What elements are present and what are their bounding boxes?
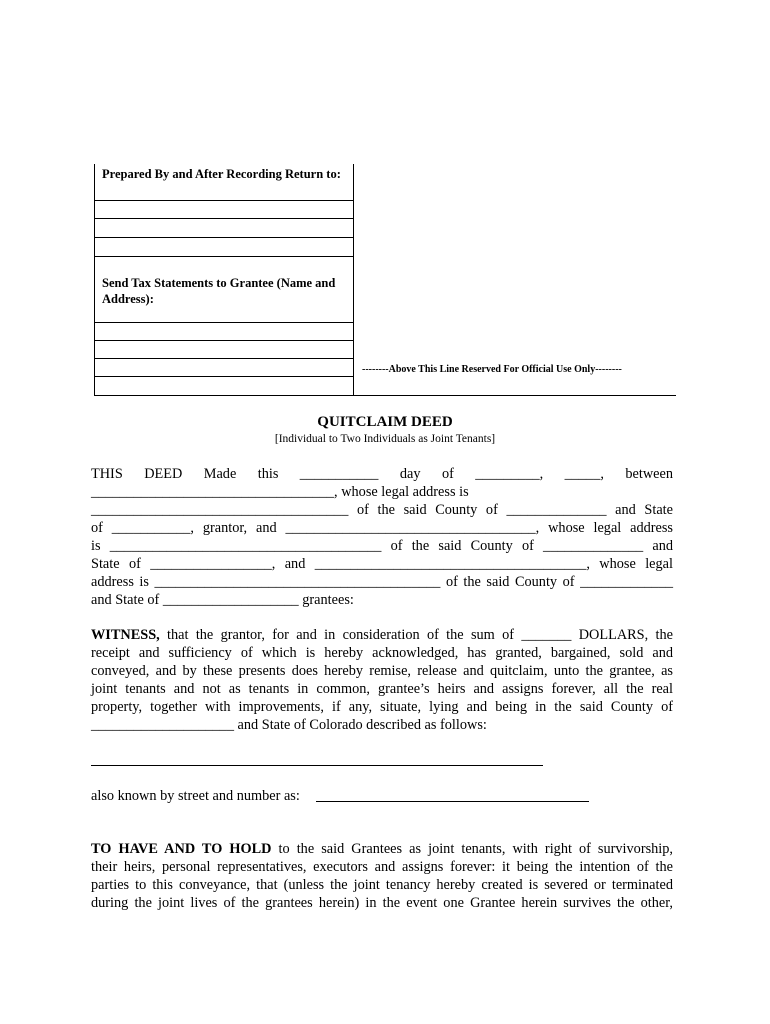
deed-line-3: ____________________________________ of the said County of ______________ and State bbox=[91, 502, 673, 518]
official-use-notice: --------Above This Line Reserved For Official Use Only-------- bbox=[362, 364, 622, 375]
return-address-line-2[interactable] bbox=[95, 218, 353, 219]
tax-address-line-1[interactable] bbox=[95, 322, 353, 323]
deed-line-6: State of _________________, and ______________________________________, whose legal bbox=[91, 556, 673, 572]
witness-line-5: property, together with improvements, if any, situate, lying and being in the said County of bbox=[91, 699, 673, 715]
witness-line-4: joint tenants and not as tenants in common, grantee’s heirs and assigns forever, all the real bbox=[91, 681, 673, 697]
street-address-line[interactable] bbox=[316, 801, 589, 802]
deed-line-1: THIS DEED Made this ___________ day of _________, _____, between bbox=[91, 466, 673, 482]
deed-line-2: __________________________________, whose legal address is bbox=[91, 484, 469, 500]
witness-line-3: conveyed, and by these presents does hereby remise, release and quitclaim, unto the grantee, as bbox=[91, 663, 673, 679]
deed-line-7: address is ________________________________________ of the said County of _____________ bbox=[91, 574, 673, 590]
witness-line-1 bbox=[91, 626, 673, 644]
return-address-line-1[interactable] bbox=[95, 200, 353, 201]
prepared-by-label: Prepared By and After Recording Return to: bbox=[102, 167, 341, 181]
deed-title: QUITCLAIM DEED bbox=[317, 414, 453, 430]
send-tax-label: Send Tax Statements to Grantee (Name and Address): bbox=[102, 276, 336, 306]
street-address-label: also known by street and number as: bbox=[91, 788, 300, 804]
tax-address-line-2[interactable] bbox=[95, 340, 353, 341]
witness-heading: WITNESS, bbox=[91, 627, 160, 643]
deed-line-5: is ______________________________________ of the said County of ______________ and bbox=[91, 538, 673, 554]
tax-address-line-3[interactable] bbox=[95, 358, 353, 359]
deed-subtitle: [Individual to Two Individuals as Joint Tenants] bbox=[274, 433, 496, 445]
habendum-line-1-text: to the said Grantees as joint tenants, with right of survivorship, bbox=[271, 841, 673, 857]
witness-line-2: receipt and sufficiency of which is hereby acknowledged, has granted, bargained, sold and bbox=[91, 645, 673, 661]
reserved-area-rule bbox=[94, 395, 676, 396]
return-address-line-4[interactable] bbox=[95, 256, 353, 257]
witness-line-6: ____________________ and State of Colorado described as follows: bbox=[91, 717, 487, 733]
deed-line-8: and State of ___________________ grantees: bbox=[91, 592, 354, 608]
return-address-line-3[interactable] bbox=[95, 237, 353, 238]
habendum-line-4: during the joint lives of the grantees herein) in the event one Grantee herein survives the other, bbox=[91, 895, 673, 911]
habendum-heading: TO HAVE AND TO HOLD bbox=[91, 841, 272, 857]
habendum-line-1 bbox=[91, 840, 673, 858]
recording-box bbox=[94, 164, 354, 396]
habendum-line-2: their heirs, personal representatives, executors and assigns forever: it being the intention of the bbox=[91, 859, 673, 875]
deed-line-4: of ___________, grantor, and ___________________________________, whose legal address bbox=[91, 520, 673, 536]
habendum-line-3: parties to this conveyance, that (unless the joint tenancy hereby created is severed or terminated bbox=[91, 877, 673, 893]
witness-line-1-text: that the grantor, for and in consideration of the sum of _______ DOLLARS, the bbox=[159, 627, 673, 643]
tax-address-line-4[interactable] bbox=[95, 376, 353, 377]
legal-description-line[interactable] bbox=[91, 765, 543, 766]
